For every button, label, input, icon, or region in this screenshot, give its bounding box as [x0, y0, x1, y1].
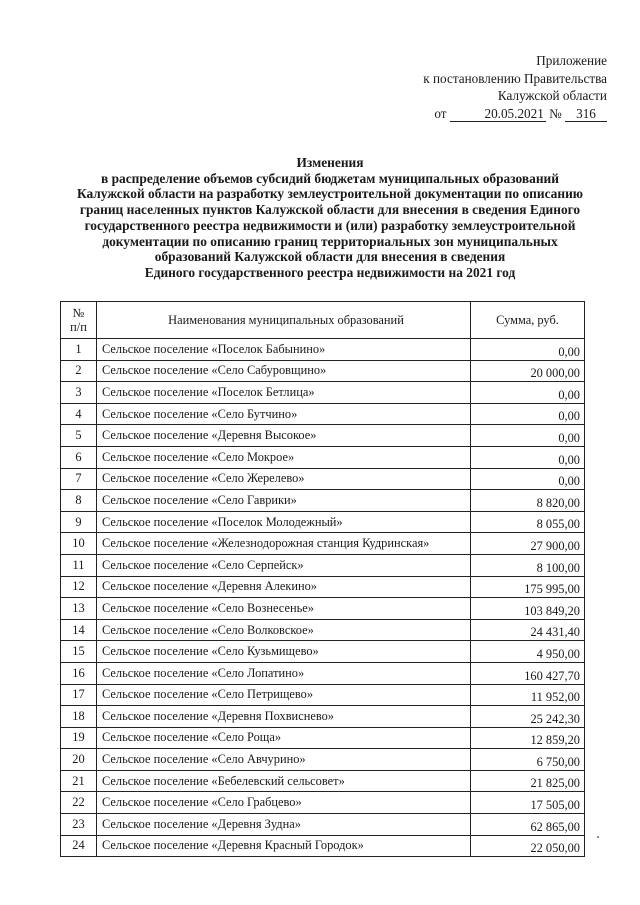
row-number: 1 [61, 339, 97, 361]
municipality-name: Сельское поселение «Поселок Молодежный» [97, 511, 471, 533]
subsidy-amount: 25 242,30 [471, 706, 585, 728]
document-heading [60, 155, 600, 281]
subsidy-amount: 0,00 [471, 468, 585, 490]
appendix-block [423, 52, 607, 122]
row-number: 18 [61, 706, 97, 728]
municipality-name: Сельское поселение «Деревня Высокое» [97, 425, 471, 447]
table-row [61, 619, 585, 641]
heading-line-2: Калужской области на разработку землеустроительной документации по описанию [76, 186, 584, 202]
municipality-name: Сельское поселение «Село Бутчино» [97, 403, 471, 425]
table-row [61, 770, 585, 792]
row-number: 20 [61, 749, 97, 771]
municipality-name: Сельское поселение «Деревня Похвиснево» [97, 706, 471, 728]
municipality-name: Сельское поселение «Поселок Бетлица» [97, 382, 471, 404]
row-number: 19 [61, 727, 97, 749]
subsidy-amount: 22 050,00 [471, 835, 585, 857]
table-row [61, 490, 585, 512]
municipality-name: Сельское поселение «Деревня Зудна» [97, 814, 471, 836]
subsidy-amount: 12 859,20 [471, 727, 585, 749]
table-row [61, 533, 585, 555]
table-row [61, 749, 585, 771]
row-number: 8 [61, 490, 97, 512]
table-row [61, 360, 585, 382]
date-prefix: от [434, 105, 447, 121]
row-number: 4 [61, 403, 97, 425]
table-row [61, 554, 585, 576]
row-number: 5 [61, 425, 97, 447]
subsidy-amount: 62 865,00 [471, 814, 585, 836]
municipality-name: Сельское поселение «Село Роща» [97, 727, 471, 749]
appendix-line-1: Приложение [536, 53, 607, 68]
subsidy-table [60, 301, 585, 857]
municipality-name: Сельское поселение «Село Петрищево» [97, 684, 471, 706]
subsidy-amount: 20 000,00 [471, 360, 585, 382]
subsidy-amount: 0,00 [471, 339, 585, 361]
municipality-name: Сельское поселение «Деревня Алекино» [97, 576, 471, 598]
heading-line-6: образований Калужской области для внесения в сведения [154, 249, 506, 265]
table-row [61, 706, 585, 728]
row-number: 16 [61, 662, 97, 684]
subsidy-amount: 8 100,00 [471, 554, 585, 576]
subsidy-amount: 0,00 [471, 425, 585, 447]
subsidy-amount: 27 900,00 [471, 533, 585, 555]
subsidy-amount: 24 431,40 [471, 619, 585, 641]
subsidy-amount: 0,00 [471, 403, 585, 425]
table-row [61, 598, 585, 620]
appendix-line-3: Калужской области [497, 88, 607, 103]
subsidy-amount: 103 849,20 [471, 598, 585, 620]
row-number: 24 [61, 835, 97, 857]
municipality-name: Сельское поселение «Село Гаврики» [97, 490, 471, 512]
row-number: 6 [61, 446, 97, 468]
row-number: 13 [61, 598, 97, 620]
table-row [61, 403, 585, 425]
table-row [61, 446, 585, 468]
municipality-name: Сельское поселение «Деревня Красный Городок» [97, 835, 471, 857]
municipality-name: Сельское поселение «Село Серпейск» [97, 554, 471, 576]
row-number: 21 [61, 770, 97, 792]
scan-speck [597, 836, 599, 838]
municipality-name: Сельское поселение «Село Лопатино» [97, 662, 471, 684]
subsidy-amount: 0,00 [471, 382, 585, 404]
header-number-line-1: № [72, 306, 85, 320]
row-number: 10 [61, 533, 97, 555]
appendix-date-row [423, 105, 607, 123]
heading-line-5: документации по описанию границ территориальных зон муниципальных [102, 233, 558, 249]
subsidy-amount: 4 950,00 [471, 641, 585, 663]
table-row [61, 792, 585, 814]
appendix-line-2: к постановлению Правительства [423, 70, 607, 86]
table-row [61, 814, 585, 836]
row-number: 14 [61, 619, 97, 641]
header-number [61, 302, 97, 339]
resolution-number: 316 [565, 106, 607, 122]
heading-line-3: границ населенных пунктов Калужской области для внесения в сведения Единого [79, 202, 581, 218]
row-number: 11 [61, 554, 97, 576]
table-row [61, 835, 585, 857]
row-number: 12 [61, 576, 97, 598]
table-row [61, 641, 585, 663]
subsidy-amount: 11 952,00 [471, 684, 585, 706]
subsidy-amount: 17 505,00 [471, 792, 585, 814]
municipality-name: Сельское поселение «Бебелевский сельсовет» [97, 770, 471, 792]
municipality-name: Сельское поселение «Село Авчурино» [97, 749, 471, 771]
municipality-name: Сельское поселение «Село Сабуровщино» [97, 360, 471, 382]
row-number: 17 [61, 684, 97, 706]
table-row [61, 727, 585, 749]
municipality-name: Сельское поселение «Село Вознесенье» [97, 598, 471, 620]
row-number: 2 [61, 360, 97, 382]
municipality-name: Сельское поселение «Поселок Бабынино» [97, 339, 471, 361]
heading-line-7: Единого государственного реестра недвижимости на 2021 год [144, 264, 516, 280]
municipality-name: Сельское поселение «Село Жерелево» [97, 468, 471, 490]
row-number: 7 [61, 468, 97, 490]
table-row [61, 468, 585, 490]
table-row [61, 576, 585, 598]
municipality-name: Сельское поселение «Село Волковское» [97, 619, 471, 641]
table-row [61, 382, 585, 404]
table-header-row [61, 302, 585, 339]
subsidy-amount: 0,00 [471, 446, 585, 468]
row-number: 9 [61, 511, 97, 533]
row-number: 23 [61, 814, 97, 836]
resolution-date: 20.05.2021 [450, 106, 546, 122]
municipality-name: Сельское поселение «Село Грабцево» [97, 792, 471, 814]
heading-line-4: государственного реестра недвижимости и (или) разработку землеустроительной [84, 217, 576, 233]
number-prefix: № [549, 105, 562, 121]
subsidy-amount: 8 055,00 [471, 511, 585, 533]
subsidy-amount: 175 995,00 [471, 576, 585, 598]
subsidy-amount: 21 825,00 [471, 770, 585, 792]
row-number: 22 [61, 792, 97, 814]
municipality-name: Сельское поселение «Село Мокрое» [97, 446, 471, 468]
table-row [61, 662, 585, 684]
heading-title: Изменения [296, 155, 364, 170]
municipality-name: Сельское поселение «Село Кузьмищево» [97, 641, 471, 663]
table-row [61, 425, 585, 447]
table-row [61, 511, 585, 533]
subsidy-amount: 160 427,70 [471, 662, 585, 684]
table-row [61, 684, 585, 706]
header-sum: Сумма, руб. [471, 302, 585, 339]
heading-line-1: в распределение объемов субсидий бюджетам муниципальных образований [101, 170, 559, 186]
header-number-line-2: п/п [70, 320, 87, 334]
municipality-name: Сельское поселение «Железнодорожная станция Кудринская» [97, 533, 471, 555]
header-name: Наименования муниципальных образований [97, 302, 471, 339]
row-number: 15 [61, 641, 97, 663]
subsidy-amount: 8 820,00 [471, 490, 585, 512]
subsidy-amount: 6 750,00 [471, 749, 585, 771]
row-number: 3 [61, 382, 97, 404]
table-row [61, 339, 585, 361]
